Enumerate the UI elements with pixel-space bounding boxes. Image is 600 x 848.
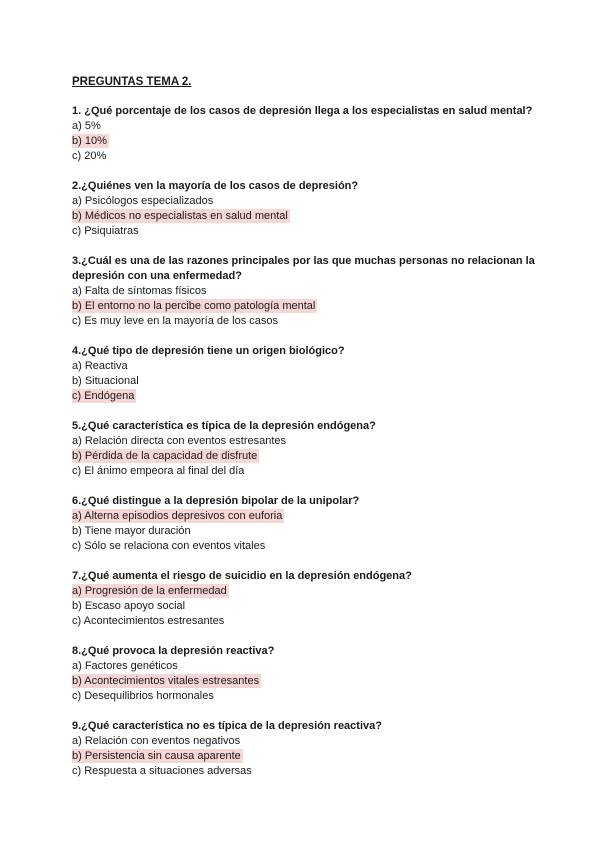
answer-option — [72, 359, 542, 374]
question-text: 1. ¿Qué porcentaje de los casos de depresión llega a los especialistas en salud mental? — [72, 105, 533, 117]
answer-option-label: c) Psiquiatras — [72, 225, 139, 237]
answer-option-label: c) Respuesta a situaciones adversas — [72, 765, 252, 777]
answer-option-label: a) Relación con eventos negativos — [72, 735, 241, 747]
answer-option-label: b) 10% — [72, 135, 107, 147]
answer-option-highlighted — [72, 449, 542, 464]
question-text: 3.¿Cuál es una de las razones principales por las que muchas personas no relacionan la depresión con una enfermedad? — [72, 255, 535, 282]
question-block — [72, 344, 542, 404]
answer-option — [72, 374, 542, 389]
answer-option-highlighted — [72, 299, 542, 314]
answer-option-label: b) Escaso apoyo social — [72, 600, 186, 612]
answer-option — [72, 599, 542, 614]
question-list — [72, 104, 542, 779]
answer-option-label: a) Alterna episodios depresivos con euforia — [72, 510, 283, 522]
answer-option-label: a) Psicólogos especializados — [72, 195, 214, 207]
question-block — [72, 569, 542, 629]
question-block — [72, 644, 542, 704]
answer-option-label: c) Desequilibrios hormonales — [72, 690, 214, 702]
answer-option-label: c) Es muy leve en la mayoría de los casos — [72, 315, 279, 327]
answer-option — [72, 149, 542, 164]
answer-option — [72, 539, 542, 554]
answer-option-label: b) Acontecimientos vitales estresantes — [72, 675, 260, 687]
answer-option-label: b) Pérdida de la capacidad de disfrute — [72, 450, 258, 462]
answer-option-label: c) Endógena — [72, 390, 135, 402]
answer-option — [72, 434, 542, 449]
question-block — [72, 254, 542, 329]
answer-option — [72, 464, 542, 479]
answer-option-label: b) Médicos no especialistas en salud mental — [72, 210, 288, 222]
answer-option — [72, 224, 542, 239]
answer-option — [72, 194, 542, 209]
question-block — [72, 104, 542, 164]
answer-option-highlighted — [72, 209, 542, 224]
answer-option-highlighted — [72, 674, 542, 689]
answer-option-label: c) El ánimo empeora al final del día — [72, 465, 245, 477]
answer-option-label: b) Situacional — [72, 375, 139, 387]
answer-option — [72, 284, 542, 299]
question-block — [72, 494, 542, 554]
answer-option-highlighted — [72, 134, 542, 149]
question-block — [72, 719, 542, 779]
answer-option — [72, 659, 542, 674]
answer-option — [72, 764, 542, 779]
answer-option-highlighted — [72, 389, 542, 404]
answer-option — [72, 734, 542, 749]
answer-option-label: a) Progresión de la enfermedad — [72, 585, 227, 597]
question-text: 6.¿Qué distingue a la depresión bipolar de la unipolar? — [72, 495, 360, 507]
answer-option-label: c) 20% — [72, 150, 107, 162]
question-text: 2.¿Quiénes ven la mayoría de los casos de depresión? — [72, 180, 359, 192]
answer-option-label: b) Persistencia sin causa aparente — [72, 750, 241, 762]
answer-option-label: a) 5% — [72, 120, 101, 132]
answer-option-label: b) El entorno no la percibe como patología mental — [72, 300, 316, 312]
answer-option-highlighted — [72, 584, 542, 599]
answer-option-label: c) Sólo se relaciona con eventos vitales — [72, 540, 266, 552]
answer-option — [72, 689, 542, 704]
answer-option-highlighted — [72, 509, 542, 524]
answer-option-label: a) Falta de síntomas físicos — [72, 285, 207, 297]
question-block — [72, 419, 542, 479]
answer-option — [72, 314, 542, 329]
answer-option — [72, 614, 542, 629]
document-page — [72, 72, 542, 794]
answer-option-label: a) Factores genéticos — [72, 660, 178, 672]
answer-option — [72, 119, 542, 134]
question-text: 5.¿Qué característica es típica de la depresión endógena? — [72, 420, 376, 432]
question-block — [72, 179, 542, 239]
question-text: 9.¿Qué característica no es típica de la depresión reactiva? — [72, 720, 382, 732]
document-title: PREGUNTAS TEMA 2. — [72, 76, 192, 88]
question-text: 8.¿Qué provoca la depresión reactiva? — [72, 645, 275, 657]
answer-option — [72, 524, 542, 539]
question-text: 7.¿Qué aumenta el riesgo de suicidio en la depresión endógena? — [72, 570, 412, 582]
question-text: 4.¿Qué tipo de depresión tiene un origen biológico? — [72, 345, 345, 357]
answer-option-label: c) Acontecimientos estresantes — [72, 615, 225, 627]
answer-option-label: a) Relación directa con eventos estresantes — [72, 435, 287, 447]
answer-option-label: a) Reactiva — [72, 360, 128, 372]
answer-option-label: b) Tiene mayor duración — [72, 525, 191, 537]
answer-option-highlighted — [72, 749, 542, 764]
